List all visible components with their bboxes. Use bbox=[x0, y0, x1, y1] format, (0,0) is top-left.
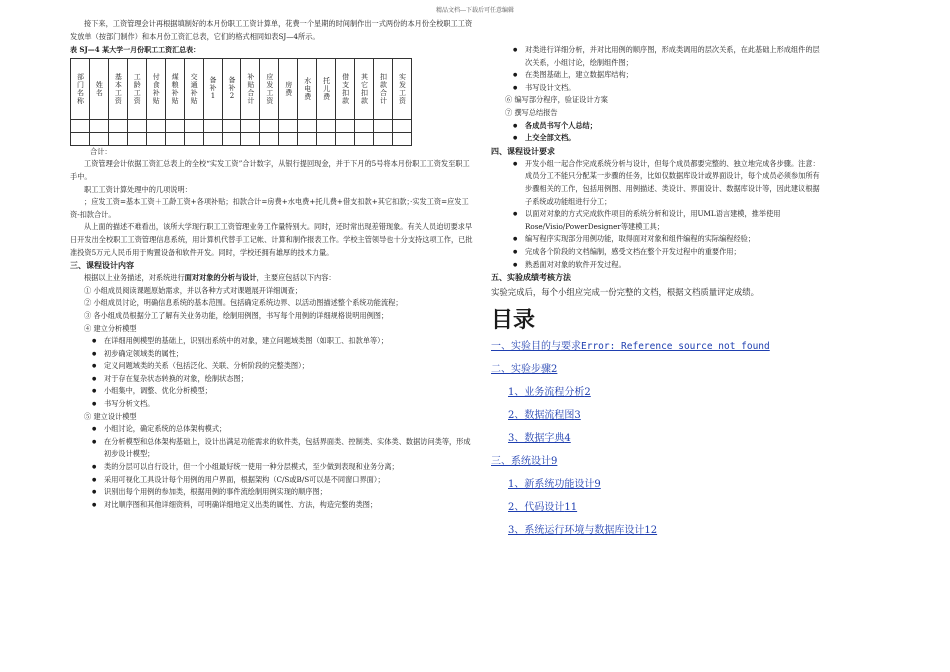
toc-entry-error[interactable]: Error: Reference source not found bbox=[581, 341, 770, 353]
salary-summary-table bbox=[70, 58, 412, 146]
section-3-title: 三、课程设计内容 bbox=[70, 260, 134, 271]
table-header-cell: 工龄工资 bbox=[127, 58, 146, 119]
paragraph-background: 从上面的描述不难看出，该所大学现行职工工资管理业务工作量特别大。同时，还时常出现差错现象。有关人员迫切要求早日开发出全校职工工资管理信息系统，用计算机代替手工记帐、计算和制作报表工作。学校主管领导也十分支持这项工作，已批准投资5万元人民币用于购置设备和软件开发。同时，学校还拥有雄厚的技术力量。 bbox=[70, 222, 473, 257]
report-bullet: ● 各成员书写个人总结； bbox=[513, 120, 821, 133]
section-3-item: ② 小组成员讨论，明确信息系统的基本范围。包括确定系统边界、以活动图描述整个系统功能流程； bbox=[84, 298, 403, 308]
table-header-cell: 交通补贴 bbox=[184, 58, 203, 119]
design-bullet: ● 小组讨论，确定系统的总体架构模式； bbox=[92, 423, 475, 436]
section-5-body: 实验完成后，每个小组应完成一份完整的文档，根据文档质量评定成绩。 bbox=[491, 287, 759, 298]
table-cell bbox=[241, 132, 260, 145]
requirement-bullet: ● 完成各个阶段的文档编制，感受文档在整个开发过程中的重要作用； bbox=[513, 246, 821, 259]
table-cell bbox=[241, 119, 260, 132]
toc-entry[interactable] bbox=[491, 473, 821, 496]
table-header-cell: 托儿费 bbox=[317, 58, 336, 119]
table-header-cell: 备补2 bbox=[222, 58, 241, 119]
requirement-bullet: ● 编写程序实现部分用例功能，取得面对对象和组件编程的实际编程经验； bbox=[513, 233, 821, 246]
table-cell bbox=[89, 132, 108, 145]
analysis-bullet: ● 书写分析文档。 bbox=[92, 398, 475, 411]
table-cell bbox=[336, 132, 355, 145]
analysis-bullet: ● 对于存在复杂状态转换的对象，绘制状态图； bbox=[92, 373, 475, 386]
table-cell bbox=[279, 132, 298, 145]
analysis-bullet: ● 在详细用例模型的基础上，识别出系统中的对象，建立问题域类图（如职工、扣款单等）； bbox=[92, 335, 475, 348]
toc-entry[interactable] bbox=[491, 335, 821, 358]
paragraph-formulas: ；应发工资=基本工资＋工龄工资+各项补贴；扣款合计=房费+水电费+托儿费+借支扣款+其它扣款；·实发工资=应发工资-扣款合计。 bbox=[70, 197, 469, 219]
analysis-bullet: ● 定义问题域类的关系（包括泛化、关联、分析阶段的完整类图）； bbox=[92, 360, 475, 373]
toc-entry[interactable] bbox=[491, 427, 821, 450]
table-of-contents bbox=[491, 335, 821, 542]
design-bullet: ● 对比顺序图和其他详细资料，可明确详细地定义出类的属性、方法，构造完整的类图； bbox=[92, 499, 475, 512]
toc-entry-page[interactable]: 11 bbox=[564, 502, 578, 514]
table-caption: 表 SJ—4 某大学一月份职工工资汇总表： bbox=[70, 45, 201, 55]
design-continued-bullet: ● 书写设计文档。 bbox=[513, 82, 821, 95]
table-cell bbox=[336, 119, 355, 132]
table-header-cell: 借支扣款 bbox=[336, 58, 355, 119]
table-cell bbox=[260, 119, 279, 132]
toc-entry-label[interactable]: 1、业务流程分析 bbox=[508, 387, 585, 399]
table-cell bbox=[392, 119, 411, 132]
toc-entry-page[interactable]: 3 bbox=[574, 410, 581, 422]
table-cell bbox=[184, 119, 203, 132]
table-cell bbox=[260, 132, 279, 145]
table-cell bbox=[317, 132, 336, 145]
toc-entry-label[interactable]: 一、实验目的与要求 bbox=[491, 341, 581, 353]
table-cell bbox=[108, 132, 127, 145]
table-cell bbox=[203, 132, 222, 145]
toc-entry-page[interactable]: 9 bbox=[551, 456, 558, 468]
toc-entry-page[interactable]: 2 bbox=[551, 364, 558, 376]
toc-entry-label[interactable]: 二、实验步骤 bbox=[491, 364, 551, 376]
table-header-cell: 基本工资 bbox=[108, 58, 127, 119]
design-continued-bullet: ● 对类进行详细分析，并对比用例的顺序图，形成类调用的层次关系，在此基础上形成组件的层次关系，小组讨论，绘制组件图； bbox=[513, 44, 821, 69]
table-cell bbox=[165, 119, 184, 132]
design-bullet: ● 类的分层可以自行设计，但一个小组最好统一使用一种分层模式，至少做到表现和业务分离； bbox=[92, 461, 475, 474]
table-header-cell: 付食补贴 bbox=[146, 58, 165, 119]
toc-entry-label[interactable]: 2、代码设计 bbox=[508, 502, 565, 514]
table-cell bbox=[89, 119, 108, 132]
table-cell bbox=[374, 119, 393, 132]
table-cell bbox=[298, 119, 317, 132]
table-cell bbox=[127, 119, 146, 132]
analysis-bullet: ● 初步确定领域类的属性； bbox=[92, 348, 475, 361]
table-empty-row bbox=[71, 119, 412, 132]
table-header-cell: 姓名 bbox=[89, 58, 108, 119]
toc-entry[interactable] bbox=[491, 519, 821, 542]
toc-entry[interactable] bbox=[491, 358, 821, 381]
table-cell bbox=[71, 132, 90, 145]
toc-entry[interactable] bbox=[491, 381, 821, 404]
table-header-cell: 应发工资 bbox=[260, 58, 279, 119]
analysis-bullet: ● 小组集中，调整、优化分析模型； bbox=[92, 385, 475, 398]
requirements-bullet-list bbox=[491, 158, 821, 271]
section-4-title: 四、课程设计要求 bbox=[491, 145, 555, 156]
table-cell bbox=[355, 119, 374, 132]
table-header-row bbox=[71, 58, 412, 119]
toc-entry[interactable] bbox=[491, 496, 821, 519]
table-cell bbox=[355, 132, 374, 145]
design-bullet: ● 识别出每个用例的参加类，根据用例的事件流绘制用例实现的顺序图； bbox=[92, 486, 475, 499]
toc-entry-label[interactable]: 三、系统设计 bbox=[491, 456, 551, 468]
section-3-items bbox=[70, 285, 475, 335]
table-cell bbox=[279, 119, 298, 132]
design-bullet: ● 在分析模型和总体架构基础上，设计出满足功能需求的软件类，包括界面类、控制类、实体类、数据访问类等，形成初步设计模型； bbox=[92, 436, 475, 461]
toc-title: 目录 bbox=[491, 307, 536, 334]
table-cell bbox=[71, 119, 90, 132]
table-cell bbox=[374, 132, 393, 145]
toc-entry[interactable] bbox=[491, 450, 821, 473]
table-header-cell: 煤粮补贴 bbox=[165, 58, 184, 119]
table-cell bbox=[146, 119, 165, 132]
design-continued-list bbox=[491, 44, 821, 94]
toc-entry-page[interactable]: 2 bbox=[584, 387, 591, 399]
left-column bbox=[70, 18, 475, 511]
section-3-item: ① 小组成员阅读课题原始需求，并以各种方式对课题展开详细调查； bbox=[84, 285, 302, 295]
design-continued-bullet: ● 在类图基础上，建立数据库结构； bbox=[513, 69, 821, 82]
table-header-cell: 备补1 bbox=[203, 58, 222, 119]
table-header-cell: 其它扣款 bbox=[355, 58, 374, 119]
table-cell bbox=[298, 132, 317, 145]
toc-entry-label[interactable]: 3、数据字典 bbox=[508, 433, 565, 445]
toc-entry[interactable] bbox=[491, 404, 821, 427]
table-cell bbox=[184, 132, 203, 145]
paragraph-payment: 工资管理会计依据工资汇总表上的全校“实发工资”合计数字，从银行提回现金，并于下月的5号将本月份职工工资发至职工手中。 bbox=[70, 159, 470, 181]
table-cell bbox=[108, 119, 127, 132]
table-cell bbox=[222, 119, 241, 132]
toc-entry-page[interactable]: 12 bbox=[644, 525, 658, 537]
table-cell bbox=[392, 132, 411, 145]
table-header-cell: 扣款合计 bbox=[374, 58, 393, 119]
right-column bbox=[491, 18, 821, 542]
report-bullet-list bbox=[491, 120, 821, 145]
requirement-bullet: ● 以面对对象的方式完成软件项目的系统分析和设计，用UML语言建模，推举使用Rose/Visio/PowerDesigner等建模工具； bbox=[513, 208, 821, 233]
toc-entry-page[interactable]: 4 bbox=[564, 433, 571, 445]
table-header-cell: 水电费 bbox=[298, 58, 317, 119]
design-bullet: ● 采用可视化工具设计每个用例的用户界面，根据架构（C/S或B/S可以是不同窗口界面）； bbox=[92, 474, 475, 487]
table-header-cell: 补贴合计 bbox=[241, 58, 260, 119]
item-6: ⑥ 编写部分程序，验证设计方案 bbox=[505, 95, 608, 105]
page-header: 精品文档---下载后可任意编辑 bbox=[435, 7, 515, 14]
toc-entry-label[interactable]: 3、系统运行环境与数据库设计 bbox=[508, 525, 645, 537]
toc-entry-label[interactable]: 1、新系统功能设计 bbox=[508, 479, 595, 491]
paragraph-notes-title: 职工工资计算处理中的几项说明： bbox=[84, 184, 192, 194]
item-7: ⑦ 撰写总结报告 bbox=[505, 107, 558, 117]
table-header-cell: 部门名称 bbox=[71, 58, 90, 119]
toc-entry-label[interactable]: 2、数据流程图 bbox=[508, 410, 575, 422]
section-5-title: 五、实验成绩考核方法 bbox=[491, 272, 571, 283]
table-cell bbox=[127, 132, 146, 145]
table-cell bbox=[317, 119, 336, 132]
table-cell bbox=[146, 132, 165, 145]
requirement-bullet: ● 熟悉面对对象的软件开发过程。 bbox=[513, 259, 821, 272]
section-3-item: ③ 各小组成员根据分工了解有关业务功能，绘制用例图，书写每个用例的详细规格说明用例图； bbox=[84, 310, 389, 320]
toc-entry-page[interactable]: 9 bbox=[594, 479, 601, 491]
table-cell bbox=[222, 132, 241, 145]
section-3-item: ④ 建立分析模型 bbox=[84, 323, 137, 333]
requirement-bullet: ● 开发小组一起合作完成系统分析与设计，但每个成员都要完整的、独立地完成各步骤。注意：成员分工不能只分配某一步骤的任务，比如仅数据库设计或界面设计，每个成员必须参加所有步骤相关的工作，包括用例图、用例描述、类设计、界面设计、数据库设计等，因此建议根据子系统或功能组进行分工； bbox=[513, 158, 821, 208]
section-3-intro: 根据以上业务描述，对系统进行面对对象的分析与设计，主要应包括以下内容： bbox=[84, 273, 336, 283]
analysis-bullet-list bbox=[70, 335, 475, 411]
intro-paragraph: 接下来，工资管理会计再根据填制好的本月份职工工资计算单，花费一个星期的时间制作出一式两份的本月份全校职工工资发放单（按部门制作）和本月份工资汇总表，它们的格式相同如表SJ—4所示。 bbox=[70, 19, 473, 41]
design-bullet-list bbox=[70, 423, 475, 511]
table-header-cell: 实发工资 bbox=[392, 58, 411, 119]
total-label: 合计： bbox=[90, 146, 112, 156]
report-bullet: ● 上交全部文档。 bbox=[513, 132, 821, 145]
table-cell bbox=[165, 132, 184, 145]
table-empty-row bbox=[71, 132, 412, 145]
table-header-cell: 房费 bbox=[279, 58, 298, 119]
section-3-item-5: ⑤ 建立设计模型 bbox=[84, 411, 137, 421]
table-cell bbox=[203, 119, 222, 132]
